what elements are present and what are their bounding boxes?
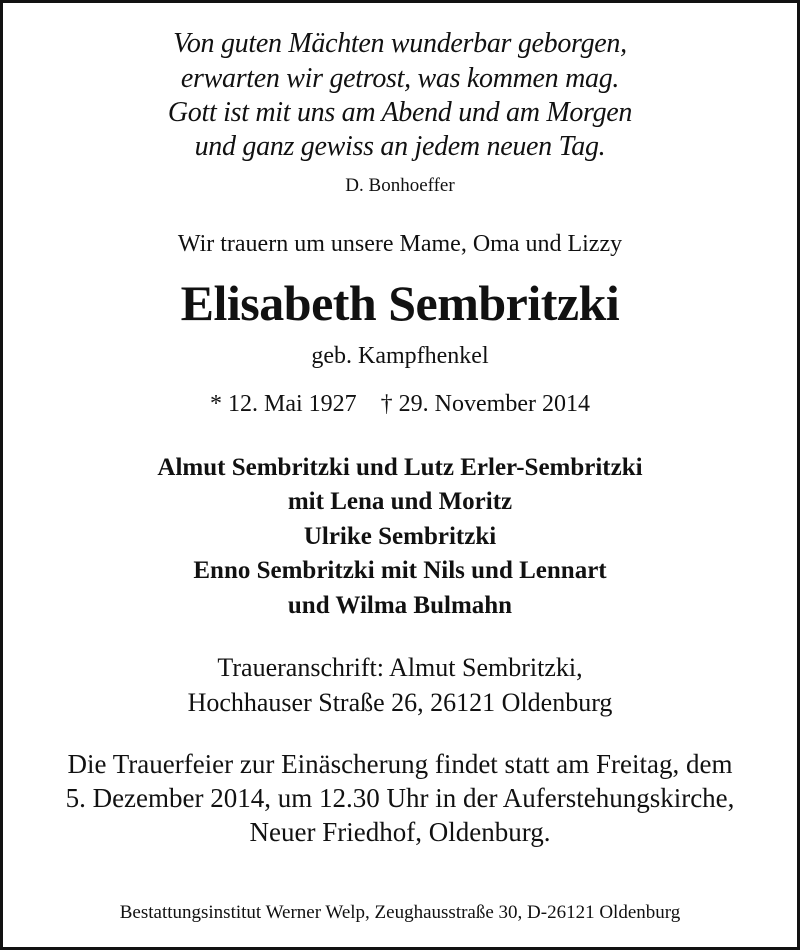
ceremony-info: 5. Dezember 2014, um 12.30 Uhr in der Auferstehungskirche, <box>65 783 735 813</box>
life-dates: * 12. Mai 1927 † 29. November 2014 <box>210 391 590 417</box>
quote-line: und ganz gewiss an jedem neuen Tag. <box>194 131 606 162</box>
family-line: Ulrike Sembritzki <box>303 523 497 550</box>
ceremony-info: Die Trauerfeier zur Einäscherung findet statt am Freitag, dem <box>67 749 733 779</box>
family-line: mit Lena und Moritz <box>287 488 513 515</box>
maiden-name: geb. Kampfhenkel <box>311 343 489 369</box>
intro-text: Wir trauern um unsere Mame, Oma und Lizzy <box>177 231 623 257</box>
ceremony-info: Neuer Friedhof, Oldenburg. <box>249 817 551 847</box>
deceased-name: Elisabeth Sembritzki <box>180 275 620 331</box>
mourning-address: Traueranschrift: Almut Sembritzki, <box>217 653 583 682</box>
mourning-address: Hochhauser Straße 26, 26121 Oldenburg <box>187 688 613 717</box>
quote-author: D. Bonhoeffer <box>345 175 455 196</box>
family-line: Almut Sembritzki und Lutz Erler-Sembritzki <box>157 454 643 481</box>
quote-line: Von guten Mächten wunderbar geborgen, <box>173 28 627 59</box>
quote-line: Gott ist mit uns am Abend und am Morgen <box>167 97 633 128</box>
funeral-home: Bestattungsinstitut Werner Welp, Zeughausstraße 30, D-26121 Oldenburg <box>119 902 681 923</box>
family-line: und Wilma Bulmahn <box>287 592 513 619</box>
quote-line: erwarten wir getrost, was kommen mag. <box>180 63 620 94</box>
family-line: Enno Sembritzki mit Nils und Lennart <box>193 557 607 584</box>
